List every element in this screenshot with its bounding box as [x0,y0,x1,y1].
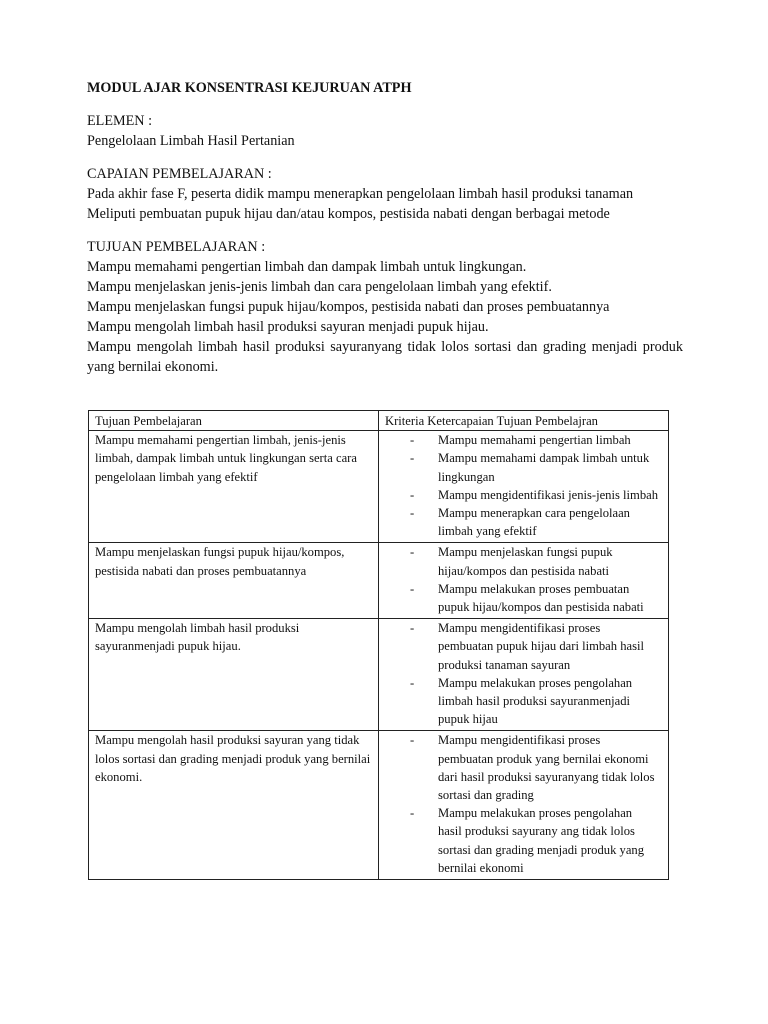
table-header-tujuan: Tujuan Pembelajaran [89,411,379,431]
kriteria-cell [379,731,669,880]
tujuan-cell: Mampu menjelaskan fungsi pupuk hijau/kompos, pestisida nabati dan proses pembuatannya [89,543,379,619]
kriteria-text: Mampu melakukan proses pengolahan hasil produksi sayurany ang tidak lolos sortasi dan grading menjadi produk yang bernilai ekonomi [438,806,645,875]
kriteria-text: Mampu memahami dampak limbah untuk lingkungan [438,451,650,484]
kriteria-cell [379,619,669,731]
kriteria-list [385,431,662,540]
kriteria-cell [379,431,669,543]
dash-bullet: - [410,433,415,448]
kriteria-item [410,449,658,485]
tujuan-line: Mampu mengolah limbah hasil produksi sayuran menjadi pupuk hijau. [87,319,489,335]
tujuan-line: Mampu menjelaskan fungsi pupuk hijau/kompos, pestisida nabati dan proses pembuatannya [87,299,610,315]
table-row [89,431,669,543]
kriteria-text: Mampu melakukan proses pembuatan pupuk hijau/kompos dan pestisida nabati [438,581,644,615]
kriteria-item [410,804,658,877]
kriteria-list [385,543,662,616]
dash-bullet: - [410,451,415,466]
tujuan-heading: TUJUAN PEMBELAJARAN : [87,239,266,255]
elemen-heading: ELEMEN : [87,113,153,129]
tujuan-line: Mampu memahami pengertian limbah dan dampak limbah untuk lingkungan. [87,259,527,275]
table-row [89,731,669,880]
tujuan-cell: Mampu mengolah hasil produksi sayuran yang tidak lolos sortasi dan grading menjadi produk yang bernilai ekonomi. [89,731,379,880]
kriteria-text: Mampu mengidentifikasi jenis-jenis limbah [438,487,659,502]
kriteria-item [410,619,658,674]
kriteria-item [410,580,658,616]
dash-bullet: - [410,806,415,821]
kriteria-item [410,431,658,449]
dash-bullet: - [410,621,415,636]
table-row [89,619,669,731]
tujuan-cell: Mampu memahami pengertian limbah, jenis-jenis limbah, dampak limbah untuk lingkungan serta cara pengelolaan limbah yang efektif [89,431,379,543]
capaian-heading: CAPAIAN PEMBELAJARAN : [87,166,272,182]
kriteria-item [410,543,658,579]
elemen-section [87,111,683,151]
capaian-section [87,164,683,224]
dash-bullet: - [410,581,415,596]
kriteria-text: Mampu melakukan proses pengolahan limbah hasil produksi sayuranmenjadi pupuk hijau [438,675,633,727]
table-header-kriteria: Kriteria Ketercapaian Tujuan Pembelajran [379,411,669,431]
kriteria-item [410,674,658,729]
kriteria-list [385,731,662,877]
dash-bullet: - [410,733,415,748]
kriteria-cell [379,543,669,619]
kriteria-table [88,410,669,880]
document-title: MODUL AJAR KONSENTRASI KEJURUAN ATPH [87,80,412,96]
dash-bullet: - [410,675,415,690]
elemen-text: Pengelolaan Limbah Hasil Pertanian [87,133,295,149]
kriteria-text: Mampu menjelaskan fungsi pupuk hijau/kompos dan pestisida nabati [438,545,613,578]
dash-bullet: - [410,545,415,560]
kriteria-item [410,486,658,504]
kriteria-text: Mampu mengidentifikasi proses pembuatan produk yang bernilai ekonomi dari hasil produksi sayuranyang tidak lolos sortasi dan grading [438,733,655,803]
kriteria-text: Mampu memahami pengertian limbah [438,433,631,448]
table-row [89,543,669,619]
tujuan-cell: Mampu mengolah limbah hasil produksi sayuranmenjadi pupuk hijau. [89,619,379,731]
table-header-row [89,411,669,431]
kriteria-item [410,731,658,804]
tujuan-line: Mampu mengolah limbah hasil produksi sayuranyang tidak lolos sortasi dan grading menjadi produk yang bernilai ekonomi. [87,339,683,375]
kriteria-list [385,619,662,728]
capaian-line: Meliputi pembuatan pupuk hijau dan/atau kompos, pestisida nabati dengan berbagai metode [87,206,610,222]
capaian-line: Pada akhir fase F, peserta didik mampu menerapkan pengelolaan limbah hasil produksi tanaman [87,186,634,202]
document-page [87,78,683,390]
kriteria-text: Mampu menerapkan cara pengelolaan limbah yang efektif [438,506,630,539]
dash-bullet: - [410,487,415,502]
tujuan-section [87,237,683,377]
dash-bullet: - [410,506,415,521]
tujuan-line: Mampu menjelaskan jenis-jenis limbah dan cara pengelolaan limbah yang efektif. [87,279,552,295]
kriteria-item [410,504,658,540]
kriteria-text: Mampu mengidentifikasi proses pembuatan pupuk hijau dari limbah hasil produksi tanaman sayuran [438,621,645,672]
